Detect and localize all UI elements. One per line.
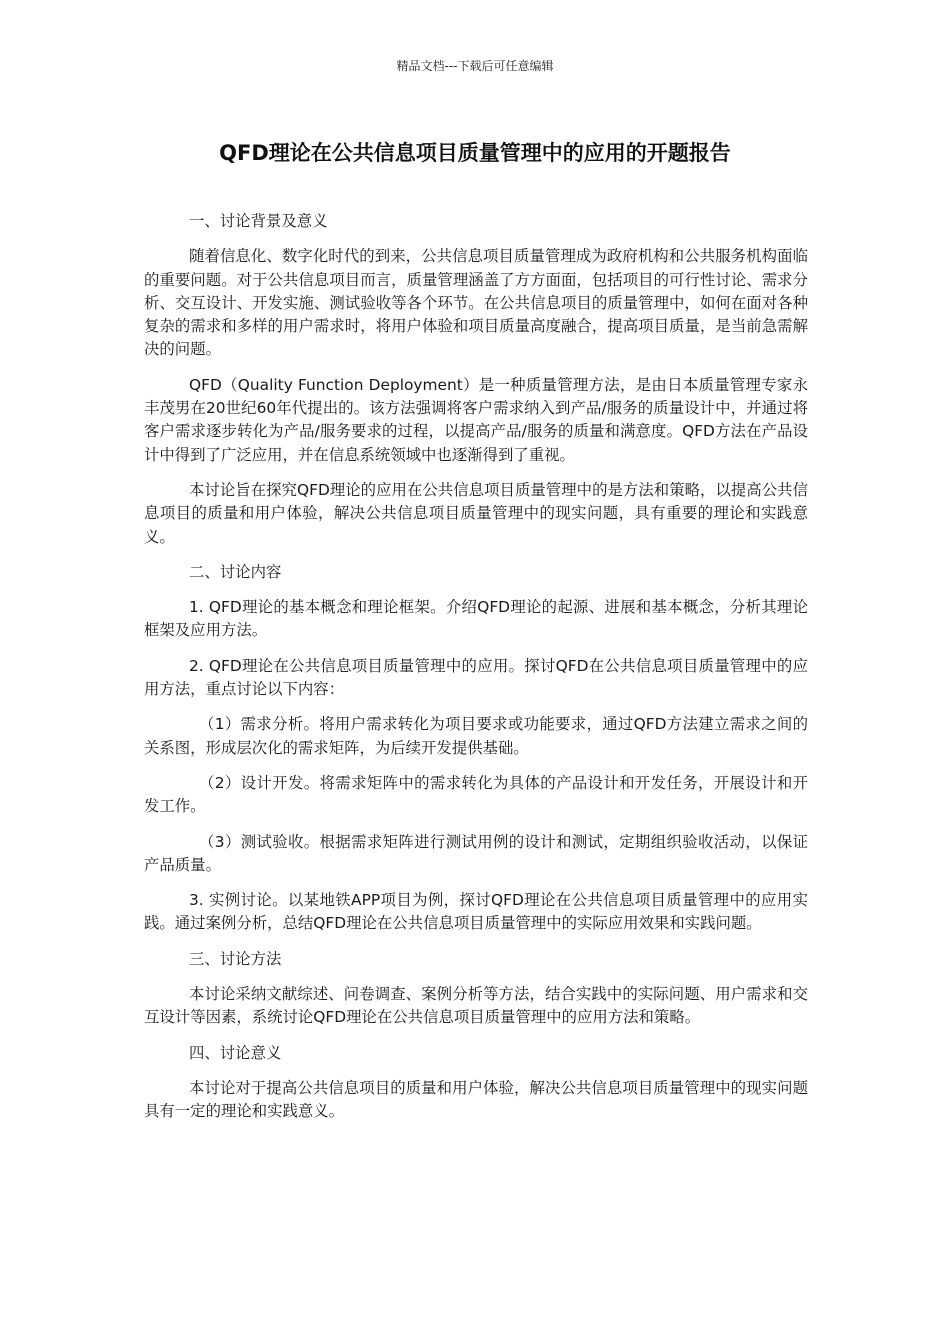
list-item: （2）设计开发。将需求矩阵中的需求转化为具体的产品设计和开发任务，开展设计和开发工作。 [144,773,808,816]
paragraph: 本讨论对于提高公共信息项目的质量和用户体验，解决公共信息项目质量管理中的现实问题具有一定的理论和实践意义。 [144,1078,808,1121]
page-header: 精品文档---下载后可任意编辑 [396,59,554,73]
paragraph: 随着信息化、数字化时代的到来，公共信息项目质量管理成为政府机构和公共服务机构面临的重要问题。对于公共信息项目而言，质量管理涵盖了方方面面，包括项目的可行性讨论、需求分析、交互设计、开发实施、测试验收等各个环节。在公共信息项目的质量管理中，如何在面对各种复杂的需求和多样的用户需求时，将用户体验和项目质量高度融合，提高项目质量，是当前急需解决的问题。 [144,247,808,359]
list-item: （3）测试验收。根据需求矩阵进行测试用例的设计和测试，定期组织验收活动，以保证产品质量。 [144,832,808,874]
section-heading-background: 一、讨论背景及意义 [189,212,328,230]
paragraph: 本讨论采纳文献综述、问卷调查、案例分析等方法，结合实践中的实际问题、用户需求和交互设计等因素，系统讨论QFD理论在公共信息项目质量管理中的应用方法和策略。 [144,985,808,1027]
paragraph: 3. 实例讨论。以某地铁APP项目为例，探讨QFD理论在公共信息项目质量管理中的应用实践。通过案例分析，总结QFD理论在公共信息项目质量管理中的实际应用效果和实践问题。 [144,891,808,933]
paragraph: QFD（Quality Function Deployment）是一种质量管理方法，是由日本质量管理专家永丰茂男在20世纪60年代提出的。该方法强调将客户需求纳入到产品/服务的质量设计中，并通过将客户需求逐步转化为产品/服务要求的过程，以提高产品/服务的质量和满意度。QFD方法在产品设计中得到了广泛应用，并在信息系统领域中也逐渐得到了重视。 [144,375,808,464]
paragraph: 本讨论旨在探究QFD理论的应用在公共信息项目质量管理中的是方法和策略，以提高公共信息项目的质量和用户体验，解决公共信息项目质量管理中的现实问题，具有重要的理论和实践意义。 [144,480,808,546]
section-heading-method: 三、讨论方法 [189,949,282,968]
section-heading-significance: 四、讨论意义 [189,1043,282,1062]
document-body [144,210,808,1136]
paragraph: 1. QFD理论的基本概念和理论框架。介绍QFD理论的起源、进展和基本概念，分析其理论框架及应用方法。 [144,598,808,640]
paragraph: 2. QFD理论在公共信息项目质量管理中的应用。探讨QFD在公共信息项目质量管理中的应用方法，重点讨论以下内容： [144,656,808,699]
document-title: QFD理论在公共信息项目质量管理中的应用的开题报告 [219,141,731,165]
section-heading-content: 二、讨论内容 [189,562,282,581]
list-item: （1）需求分析。将用户需求转化为项目要求或功能要求，通过QFD方法建立需求之间的关系图，形成层次化的需求矩阵，为后续开发提供基础。 [144,715,808,757]
